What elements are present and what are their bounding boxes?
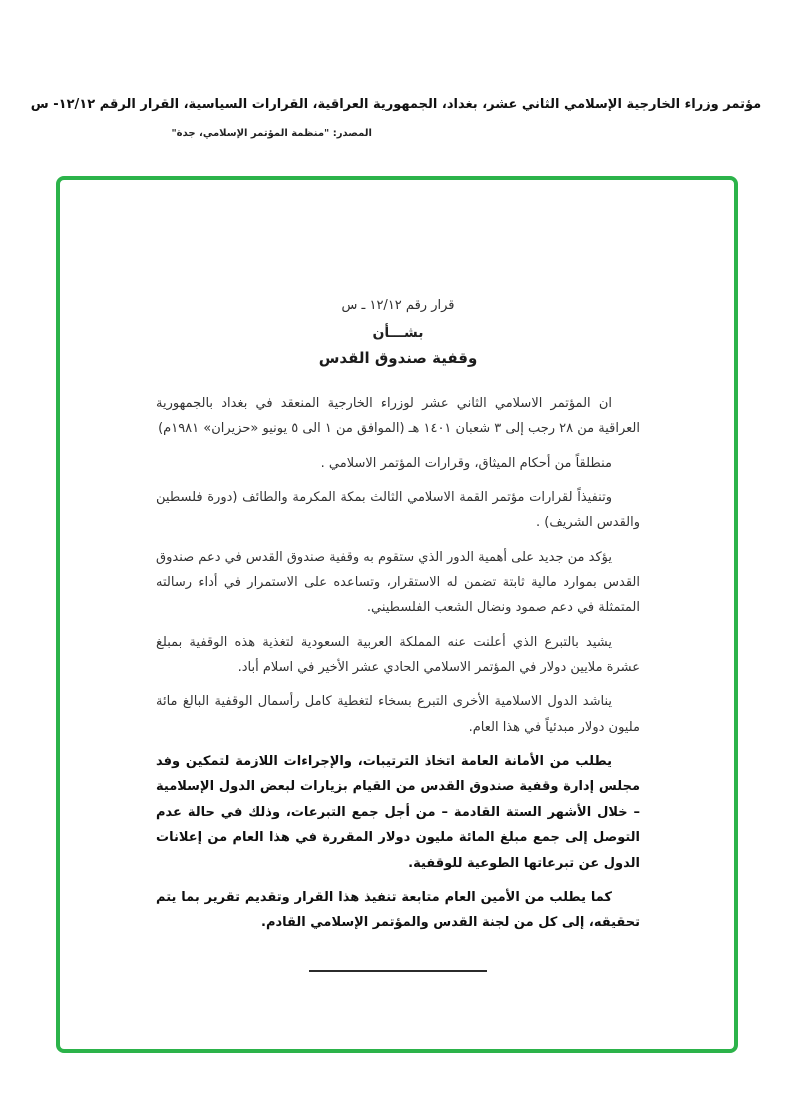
followup-paragraph: كما يطلب من الأمين العام متابعة تنفيذ هذا القرار وتقديم تقرير بما يتم تحقيقه، إلى كل من لجنة القدس والمؤتمر الإسلامي القادم. xyxy=(156,889,640,931)
affirmation-paragraph: يؤكد من جديد على أهمية الدور الذي ستقوم به وقفية صندوق القدس في دعم صندوق القدس بموارد مالية ثابتة تضمن له الاستقرار، وتساعده على الاستمرار في أداء رسالته المتمثلة في دعم صمود ونضال الشعب الفلسطيني. xyxy=(156,549,640,616)
commendation-paragraph: يشيد بالتبرع الذي أعلنت عنه المملكة العربية السعودية لتغذية هذه الوقفية بمبلغ عشرة ملايين دولار في المؤتمر الاسلامي الحادي عشر الأخير في اسلام أباد. xyxy=(156,634,640,676)
source-caption: المصدر: "منظمة المؤتمر الإسلامي، جدة" xyxy=(171,128,372,139)
charter-paragraph: منطلقاً من أحكام الميثاق، وقرارات المؤتمر الاسلامي . xyxy=(320,455,612,471)
appeal-paragraph: يناشد الدول الاسلامية الأخرى التبرع بسخاء لتغطية كامل رأسمال الوقفية البالغ مائة مليون دولار مبدئياً في هذا العام. xyxy=(156,694,640,735)
resolution-number: قرار رقم ١٢/١٢ ـ س xyxy=(341,298,455,313)
preamble-paragraph: ان المؤتمر الاسلامي الثاني عشر لوزراء الخارجية المنعقد في بغداد بالجمهورية العراقية من ٢٨ رجب إلى ٣ شعبان ١٤٠١ هـ (الموافق من ١ الى ٥ يونيو «حزيران» ١٩٨١م) xyxy=(156,396,640,437)
page-header: مؤتمر وزراء الخارجية الإسلامي الثاني عشر، بغداد، الجمهورية العراقية، القرارات السياسية، القرار الرقم ١٢/١٢- س xyxy=(30,97,762,112)
secretariat-request-paragraph: يطلب من الأمانة العامة اتخاذ الترتيبات، والإجراءات اللازمة لتمكين وفد مجلس إدارة وقفية صندوق القدس من القيام بزيارات لبعض الدول الإسلامية – خلال الأشهر الستة القادمة – من أجل جمع التبرعات، وذلك في حالة عدم التوصل إلى جمع مبلغ المائة مليون دولار المقررة في هذا العام من إعلانات الدول عن تبرعاتها الطوعية للوقفية. xyxy=(156,754,640,871)
end-divider xyxy=(309,970,487,972)
highlight-border-box xyxy=(56,176,738,1053)
summit-paragraph: وتنفيذاً لقرارات مؤتمر القمة الاسلامي الثالث بمكة المكرمة والطائف (دورة فلسطين والقدس الشريف) . xyxy=(156,490,640,531)
document-title: وقفية صندوق القدس xyxy=(318,349,478,367)
regarding-label: بشـــأن xyxy=(372,325,424,341)
document-text xyxy=(156,298,640,972)
